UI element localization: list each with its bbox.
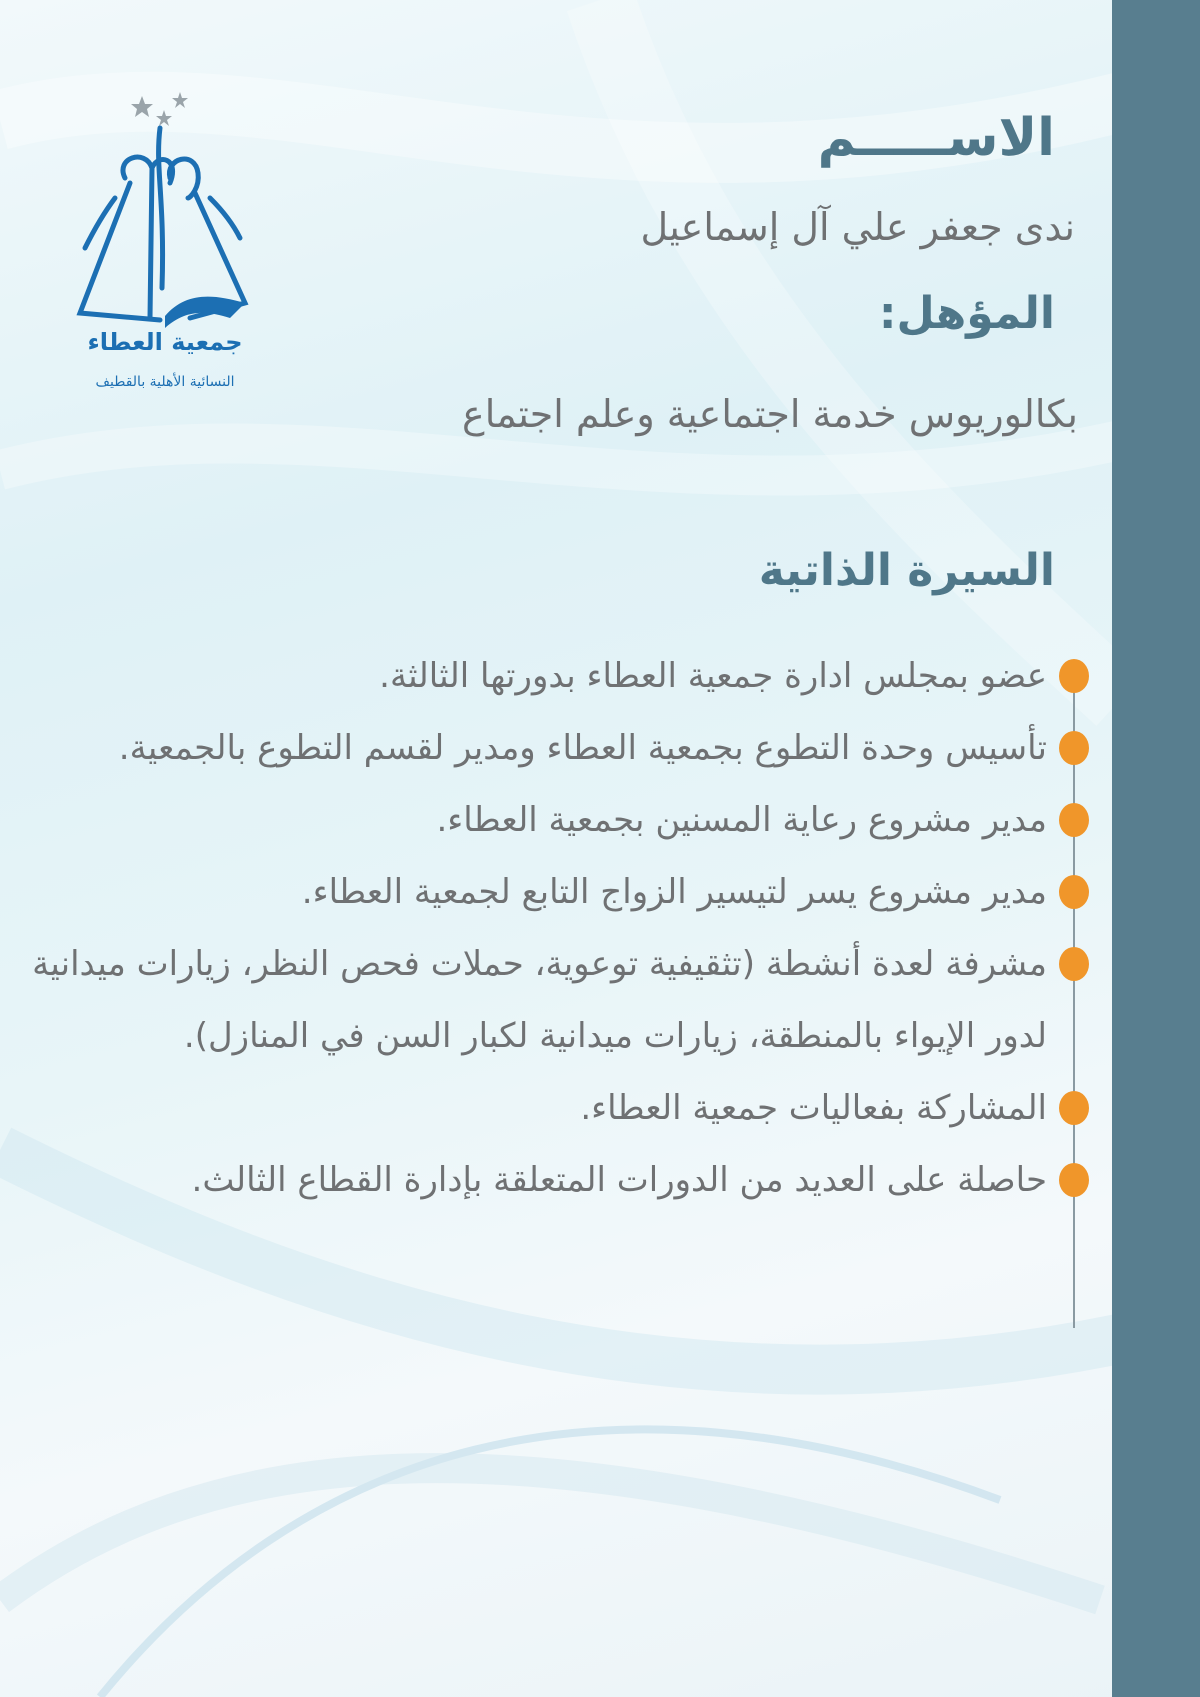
qualification-value: بكالوريوس خدمة اجتماعية وعلم اجتماع <box>462 392 1078 436</box>
cv-list <box>0 640 1075 1216</box>
list-item <box>0 1072 1087 1144</box>
bullet-dot-icon <box>1059 1091 1089 1125</box>
bullet-dot-icon <box>1059 1163 1089 1197</box>
list-item <box>0 856 1087 928</box>
list-item-text: مدير مشروع يسر لتيسير الزواج التابع لجمعية العطاء. <box>301 872 1047 912</box>
bullet-dot-icon <box>1059 875 1089 909</box>
list-item <box>0 1144 1087 1216</box>
cv-heading: السيرة الذاتية <box>758 545 1055 596</box>
list-item-text: مشرفة لعدة أنشطة (تثقيفية توعوية، حملات فحص النظر، زيارات ميدانية لدور الإيواء بالمنطقة، زيارات ميدانية لكبار السن في المنازل). <box>32 944 1047 1056</box>
timeline-line <box>1073 668 1075 1328</box>
list-item-text: عضو بمجلس ادارة جمعية العطاء بدورتها الثالثة. <box>379 656 1047 696</box>
list-item <box>0 640 1087 712</box>
list-item-text: حاصلة على العديد من الدورات المتعلقة بإدارة القطاع الثالث. <box>191 1160 1047 1200</box>
list-item <box>0 928 1087 1072</box>
organization-logo <box>70 88 260 408</box>
organization-subtitle: النسائية الأهلية بالقطيف <box>95 374 235 390</box>
name-heading: الاســـــم <box>817 108 1055 168</box>
side-accent-bar <box>1112 0 1200 1697</box>
list-item-text: تأسيس وحدة التطوع بجمعية العطاء ومدير لقسم التطوع بالجمعية. <box>118 728 1047 768</box>
list-item <box>0 784 1087 856</box>
bullet-dot-icon <box>1059 659 1089 693</box>
list-item <box>0 712 1087 784</box>
bullet-dot-icon <box>1059 731 1089 765</box>
bullet-dot-icon <box>1059 947 1089 981</box>
logo-icon <box>70 88 260 328</box>
list-item-text: المشاركة بفعاليات جمعية العطاء. <box>580 1088 1047 1128</box>
qualification-heading: المؤهل: <box>878 288 1055 339</box>
bullet-dot-icon <box>1059 803 1089 837</box>
organization-name: جمعية العطاء <box>87 328 243 356</box>
list-item-text: مدير مشروع رعاية المسنين بجمعية العطاء. <box>436 800 1047 840</box>
name-value: ندى جعفر علي آل إسماعيل <box>640 205 1075 249</box>
